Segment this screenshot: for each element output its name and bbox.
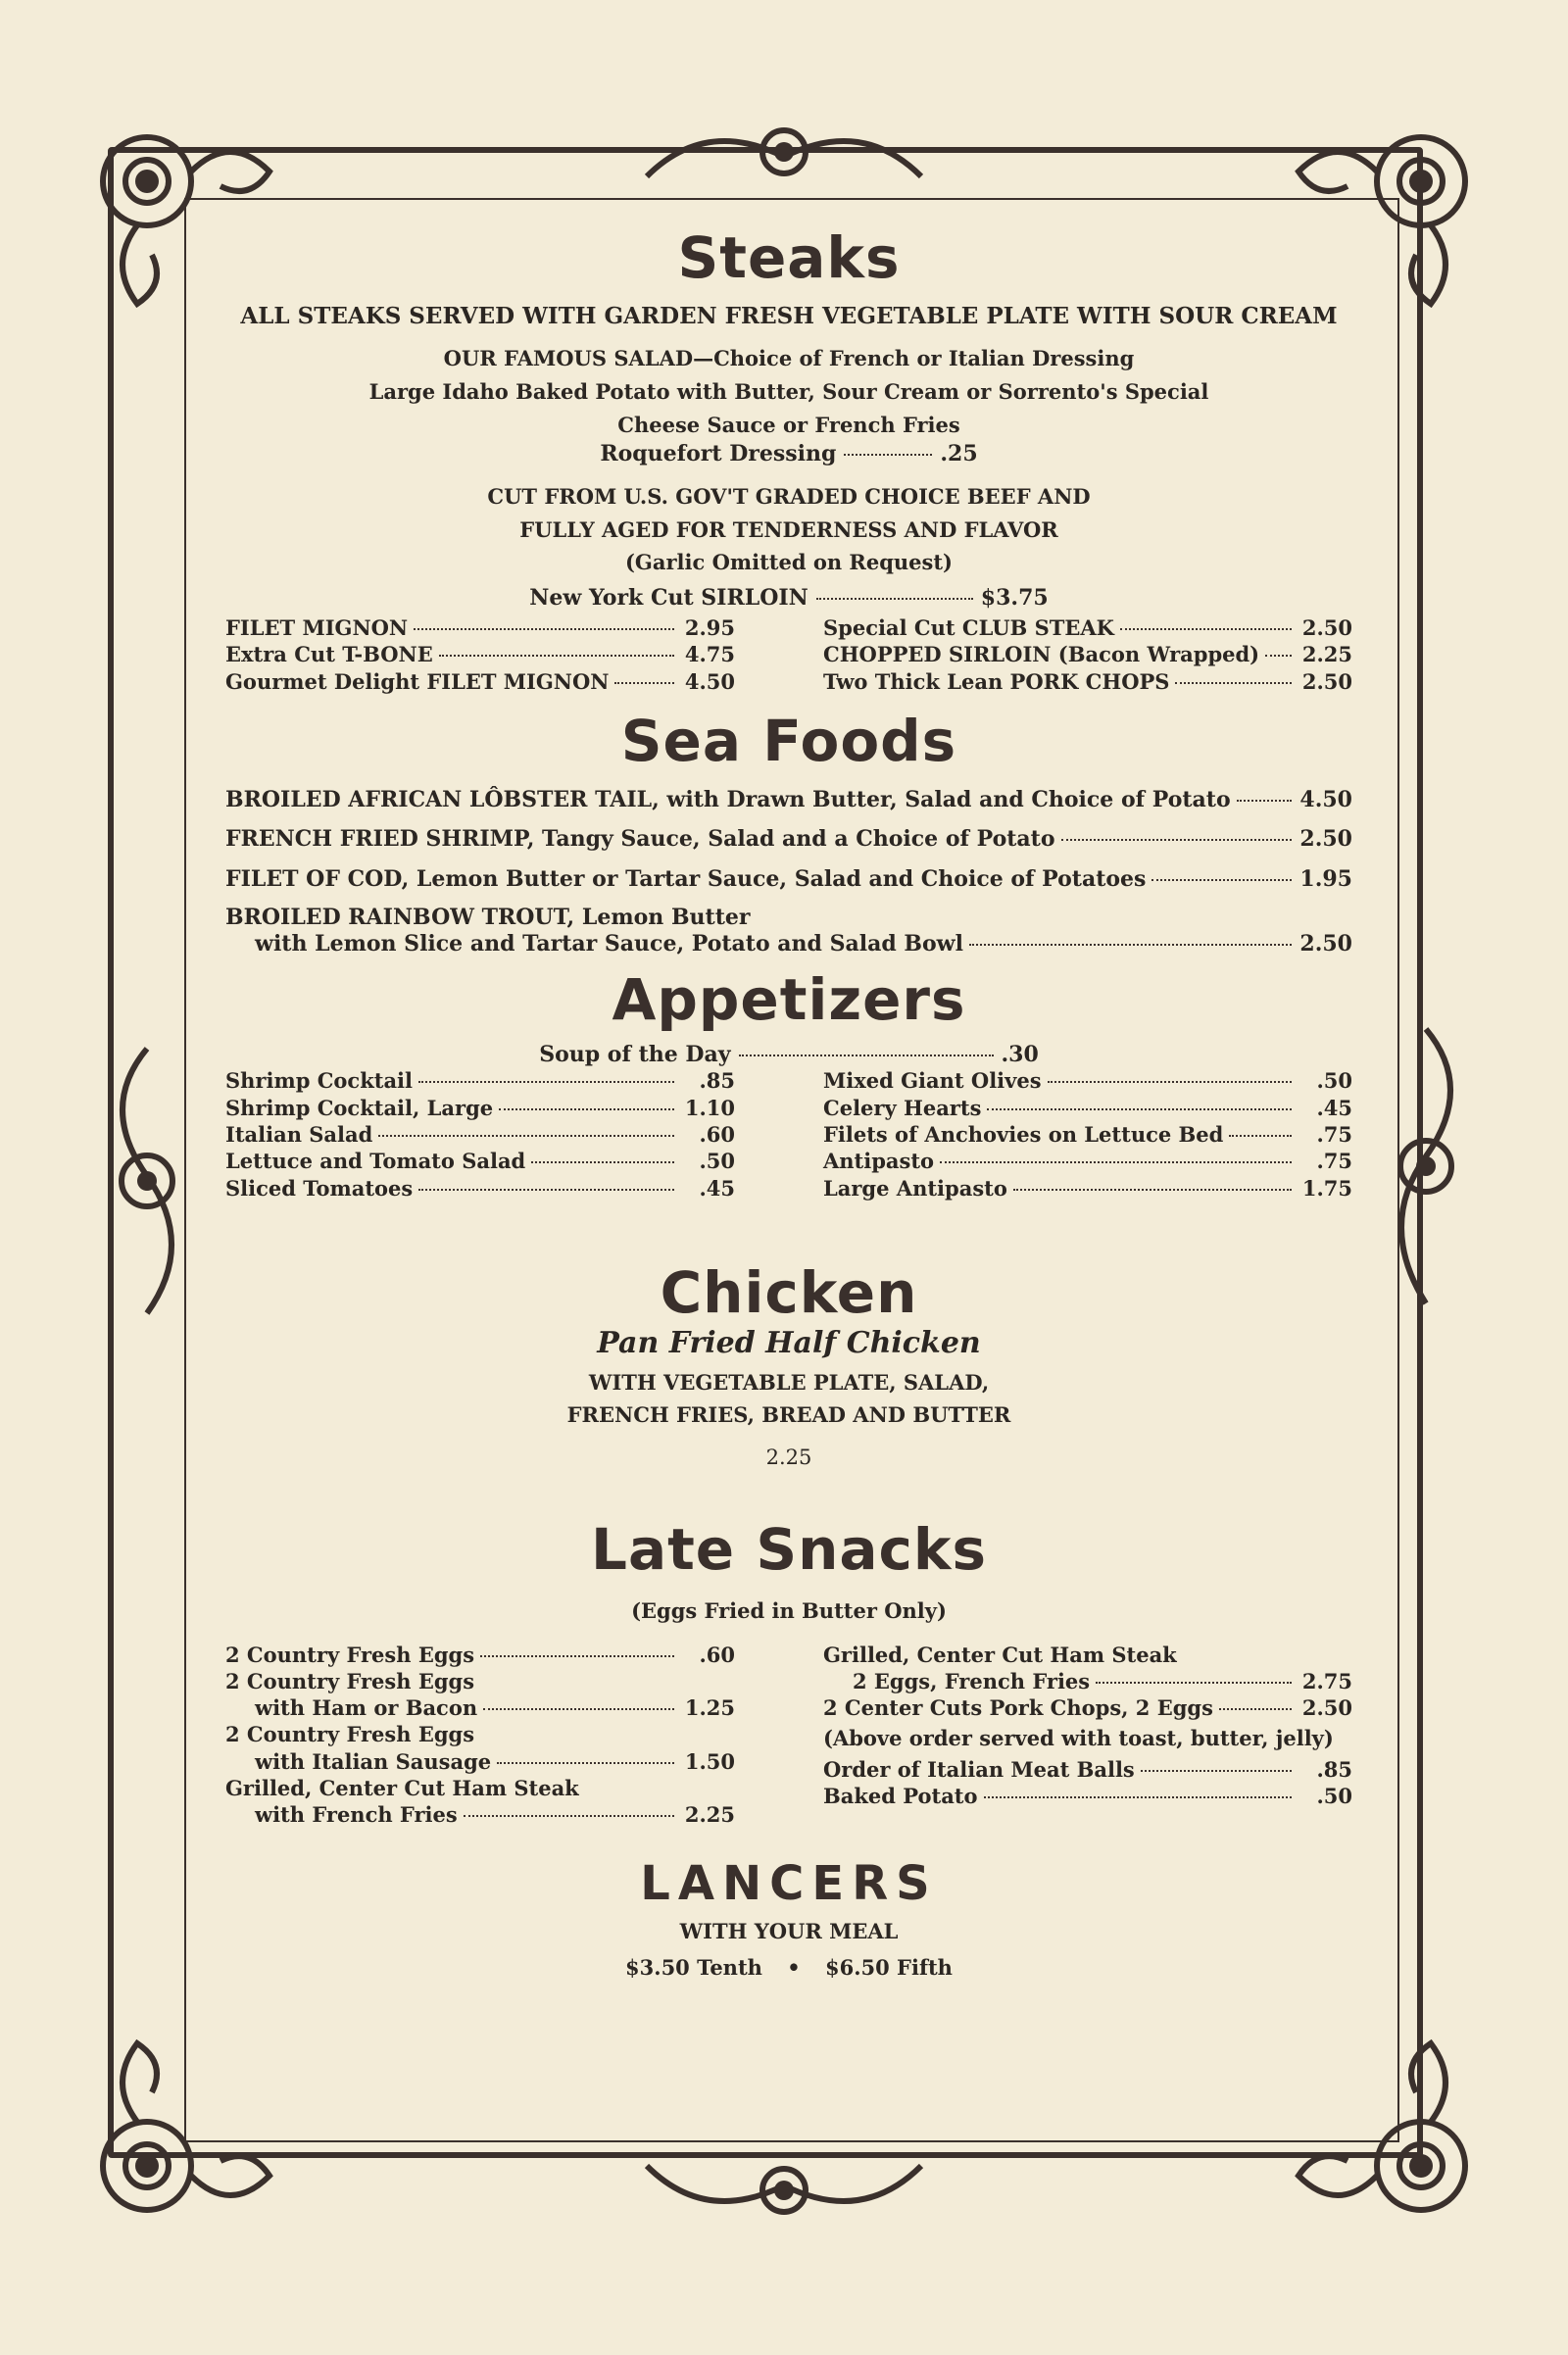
trout-heading: BROILED RAINBOW TROUT, Lemon Butter (225, 904, 751, 930)
steaks-left-column (225, 614, 735, 695)
ornament-left-middle-icon (93, 1039, 201, 1323)
menu-item-heading: Grilled, Center Cut Ham Steak (823, 1642, 1177, 1667)
menu-item: Lettuce and Tomato Salad .50 (225, 1149, 735, 1174)
menu-item: Filets of Anchovies on Lettuce Bed .75 (823, 1121, 1352, 1147)
menu-item-heading: 2 Country Fresh Eggs (225, 1668, 475, 1693)
lancers-fifth-price: $6.50 Fifth (824, 1955, 953, 1981)
menu-item: Extra Cut T-BONE 4.75 (225, 642, 735, 667)
seafood-title: Sea Foods (620, 707, 957, 774)
late-snacks-section (225, 1517, 1352, 1828)
late-snacks-title: Late Snacks (590, 1516, 988, 1584)
steaks-right-column (823, 614, 1352, 695)
chicken-line-1: WITH VEGETABLE PLATE, SALAD, (588, 1369, 990, 1395)
appetizers-columns (225, 1067, 1352, 1201)
late-snacks-right-column (823, 1642, 1352, 1829)
menu-item: Large Antipasto 1.75 (823, 1175, 1352, 1201)
lancers-title: LANCERS (640, 1855, 938, 1911)
lancers-prices (225, 1951, 1352, 1985)
sirloin-row (225, 585, 1352, 611)
lancers-section (225, 1856, 1352, 1985)
appetizers-right-column (823, 1067, 1352, 1201)
menu-item: Antipasto .75 (823, 1149, 1352, 1174)
steaks-line-7: (Garlic Omitted on Request) (624, 550, 953, 575)
menu-item-heading: Grilled, Center Cut Ham Steak (225, 1776, 579, 1801)
menu-item: Gourmet Delight FILET MIGNON 4.50 (225, 668, 735, 694)
leader-dots (739, 1055, 994, 1056)
chicken-subtitle: Pan Fried Half Chicken (597, 1325, 981, 1360)
steaks-line-5: CUT FROM U.S. GOV'T GRADED CHOICE BEEF AND (487, 484, 1091, 510)
menu-item-heading: 2 Country Fresh Eggs (225, 1722, 475, 1747)
appetizers-title: Appetizers (612, 965, 966, 1033)
ornament-bottom-left-icon (78, 2029, 304, 2234)
item-name: New York Cut SIRLOIN (529, 585, 808, 612)
seafood-section (225, 709, 1352, 957)
roquefort-row (225, 441, 1352, 466)
menu-item: Order of Italian Meat Balls .85 (823, 1756, 1352, 1782)
late-snacks-left-column (225, 1642, 735, 1829)
chicken-price: 2.25 (765, 1445, 812, 1469)
menu-item: FILET OF COD, Lemon Butter or Tartar Sauce, Salad and Choice of Potatoes 1.95 (225, 866, 1352, 892)
menu-item: FILET MIGNON 2.95 (225, 615, 735, 641)
steaks-title: Steaks (677, 224, 901, 291)
bullet-separator: • (787, 1955, 801, 1981)
chicken-section (225, 1260, 1352, 1474)
menu-item: Celery Hearts .45 (823, 1095, 1352, 1120)
soup-row (225, 1042, 1352, 1067)
toast-note: (Above order served with toast, butter, jelly) (823, 1726, 1334, 1751)
steaks-columns (225, 614, 1352, 695)
ornament-right-middle-icon (1372, 1019, 1480, 1313)
leader-dots (844, 454, 932, 456)
menu-item: with Lemon Slice and Tartar Sauce, Potato and Salad Bowl 2.50 (255, 931, 1352, 957)
ornament-bottom-right-icon (1264, 2029, 1490, 2234)
menu-item: Two Thick Lean PORK CHOPS 2.50 (823, 668, 1352, 694)
steaks-line-6: FULLY AGED FOR TENDERNESS AND FLAVOR (519, 516, 1058, 542)
appetizers-section (225, 967, 1352, 1202)
menu-item: with Italian Sausage 1.50 (255, 1748, 735, 1774)
late-snacks-columns (225, 1642, 1352, 1829)
menu-item: BROILED AFRICAN LÔBSTER TAIL, with Drawn Butter, Salad and Choice of Potato 4.50 (225, 786, 1352, 812)
item-name: Soup of the Day (539, 1042, 731, 1068)
menu-item: 2 Eggs, French Fries 2.75 (853, 1668, 1352, 1693)
appetizers-left-column (225, 1067, 735, 1201)
item-price: $3.75 (980, 585, 1049, 612)
menu-item: Shrimp Cocktail .85 (225, 1068, 735, 1094)
ornament-top-center-icon (627, 108, 941, 206)
lancers-line: WITH YOUR MEAL (679, 1918, 899, 1943)
lancers-tenth-price: $3.50 Tenth (625, 1955, 762, 1981)
menu-item: Shrimp Cocktail, Large 1.10 (225, 1095, 735, 1120)
menu-item: CHOPPED SIRLOIN (Bacon Wrapped) 2.25 (823, 642, 1352, 667)
chicken-line-2: FRENCH FRIES, BREAD AND BUTTER (566, 1402, 1011, 1428)
steaks-line-3: Large Idaho Baked Potato with Butter, Sour Cream or Sorrento's Special (368, 379, 1209, 405)
menu-item: Mixed Giant Olives .50 (823, 1068, 1352, 1094)
steaks-section (225, 225, 1352, 695)
menu-item: FRENCH FRIED SHRIMP, Tangy Sauce, Salad and a Choice of Potato 2.50 (225, 826, 1352, 853)
seafood-list (225, 780, 1352, 957)
steaks-line-1: ALL STEAKS SERVED WITH GARDEN FRESH VEGETABLE PLATE WITH SOUR CREAM (240, 302, 1338, 329)
menu-item: Baked Potato .50 (823, 1784, 1352, 1809)
menu-item: Sliced Tomatoes .45 (225, 1175, 735, 1201)
menu-content (225, 225, 1352, 1985)
steaks-line-4: Cheese Sauce or French Fries (617, 412, 960, 437)
late-snacks-note: (Eggs Fried in Butter Only) (631, 1598, 947, 1623)
menu-item: 2 Country Fresh Eggs .60 (225, 1642, 735, 1667)
item-price: .30 (1001, 1042, 1039, 1068)
menu-item: with French Fries 2.25 (255, 1802, 735, 1828)
steaks-line-2: OUR FAMOUS SALAD—Choice of French or Italian Dressing (443, 346, 1135, 371)
chicken-title: Chicken (660, 1258, 918, 1326)
menu-item: 2 Center Cuts Pork Chops, 2 Eggs 2.50 (823, 1695, 1352, 1721)
item-name: Roquefort Dressing (600, 441, 837, 467)
item-price: .25 (940, 441, 978, 467)
menu-item: Special Cut CLUB STEAK 2.50 (823, 615, 1352, 641)
menu-item: Italian Salad .60 (225, 1121, 735, 1147)
ornament-bottom-center-icon (627, 2136, 941, 2234)
menu-item: with Ham or Bacon 1.25 (255, 1695, 735, 1721)
leader-dots (816, 598, 973, 600)
